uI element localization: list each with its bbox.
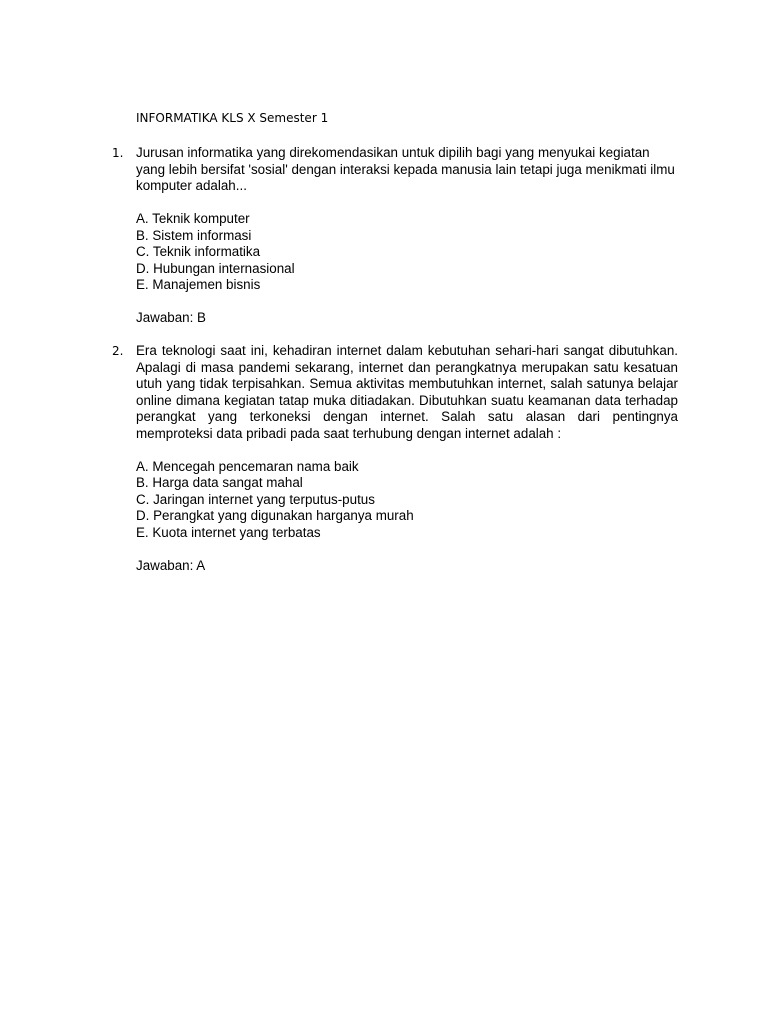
question-2 — [112, 343, 678, 574]
question-text: Jurusan informatika yang direkomendasikan untuk dipilih bagi yang menyukai kegiatan yang lebih bersifat 'sosial' dengan interaksi kepada manusia lain tetapi juga menikmati ilmu komputer adalah... — [136, 145, 675, 193]
option-d: D. Hubungan internasional — [136, 260, 295, 276]
document-title: INFORMATIKA KLS X Semester 1 — [136, 111, 329, 125]
option-a: A. Teknik komputer — [136, 211, 250, 226]
option-c: C. Jaringan internet yang terputus-putus — [136, 491, 375, 507]
option-list — [136, 459, 678, 542]
question-1 — [112, 145, 678, 327]
question-number: 2. — [112, 344, 124, 358]
option-c: C. Teknik informatika — [136, 244, 261, 259]
option-b: B. Sistem informasi — [136, 227, 252, 243]
question-body — [136, 343, 678, 574]
question-body — [136, 145, 678, 327]
question-text: Era teknologi saat ini, kehadiran internet dalam kebutuhan sehari-hari sangat dibutuhkan. Apalagi di masa pandemi sekarang, internet dan perangkatnya merupakan satu kesatuan utuh yang tidak terpisahkan. Semua aktivitas membutuhkan internet, salah satunya belajar online dimana kegiatan tatap muka ditiadakan. Dibutuhkan suatu keamanan data terhadap perangkat yang terkoneksi dengan internet. Salah satu alasan dari pentingnya memproteksi data pribadi pada saat terhubung dengan internet adalah : — [136, 343, 678, 441]
answer-text: Jawaban: B — [136, 310, 206, 325]
option-d: D. Perangkat yang digunakan harganya murah — [136, 508, 414, 523]
option-b: B. Harga data sangat mahal — [136, 475, 303, 490]
option-a: A. Mencegah pencemaran nama baik — [136, 458, 359, 474]
option-e: E. Kuota internet yang terbatas — [136, 524, 321, 540]
option-list — [136, 211, 678, 294]
answer-text: Jawaban: A — [136, 557, 206, 573]
question-number: 1. — [112, 146, 124, 160]
option-e: E. Manajemen bisnis — [136, 277, 261, 292]
